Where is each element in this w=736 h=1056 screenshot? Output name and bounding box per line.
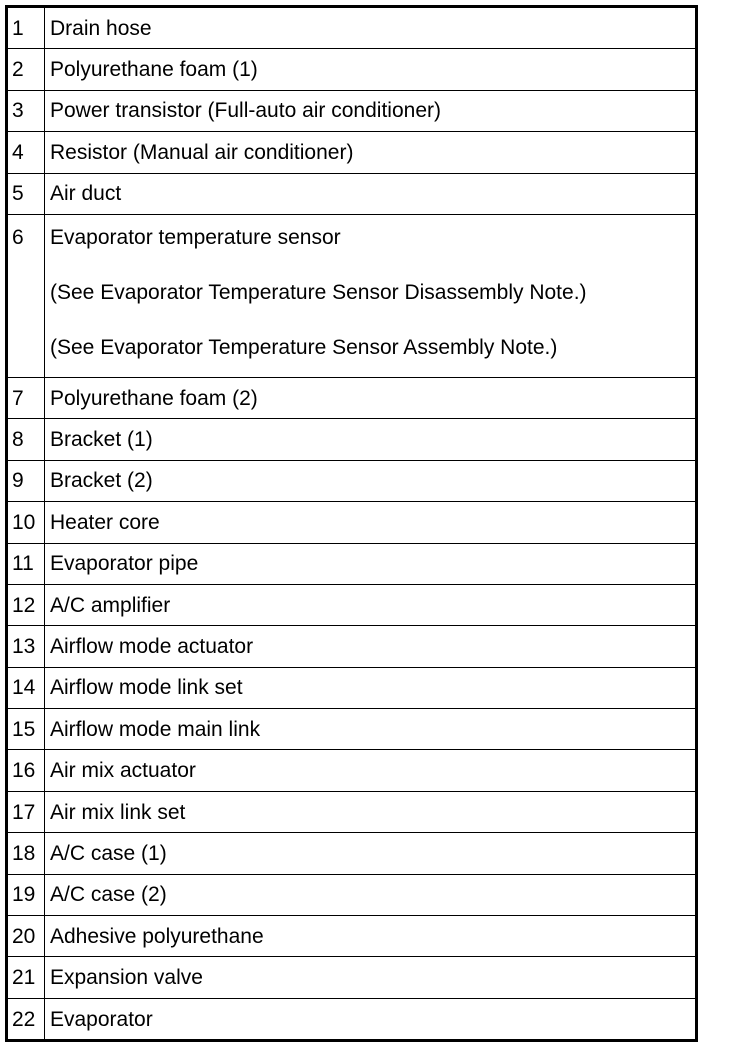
table-row bbox=[7, 791, 697, 832]
part-description bbox=[45, 460, 697, 501]
part-description bbox=[45, 626, 697, 667]
part-description-text: A/C amplifier bbox=[50, 593, 171, 617]
part-description bbox=[45, 173, 697, 214]
part-description-text: Evaporator pipe bbox=[50, 552, 199, 576]
part-number: 13 bbox=[7, 626, 45, 667]
table-row bbox=[7, 460, 697, 501]
part-number: 18 bbox=[7, 833, 45, 874]
part-description bbox=[45, 916, 697, 957]
table-row bbox=[7, 132, 697, 173]
part-description bbox=[45, 214, 697, 377]
part-description-text: Evaporator temperature sensor bbox=[50, 225, 341, 249]
part-description bbox=[45, 7, 697, 49]
part-description-text: Resistor (Manual air conditioner) bbox=[50, 140, 354, 164]
table-row bbox=[7, 667, 697, 708]
table-row bbox=[7, 750, 697, 791]
part-description bbox=[45, 998, 697, 1040]
part-description-text: Bracket (1) bbox=[50, 428, 153, 452]
part-description-text: Expansion valve bbox=[50, 966, 203, 990]
part-number: 3 bbox=[7, 90, 45, 131]
part-description bbox=[45, 957, 697, 998]
part-number: 2 bbox=[7, 49, 45, 90]
part-number: 5 bbox=[7, 173, 45, 214]
part-description bbox=[45, 419, 697, 460]
part-number: 1 bbox=[7, 7, 45, 49]
table-row bbox=[7, 419, 697, 460]
part-description bbox=[45, 833, 697, 874]
part-description-text: Polyurethane foam (2) bbox=[50, 386, 258, 410]
part-number: 9 bbox=[7, 460, 45, 501]
part-number: 7 bbox=[7, 377, 45, 418]
part-description-text: Airflow mode actuator bbox=[50, 634, 254, 658]
part-number: 8 bbox=[7, 419, 45, 460]
table-row bbox=[7, 7, 697, 49]
table-row bbox=[7, 543, 697, 584]
part-description bbox=[45, 584, 697, 625]
part-description-text: A/C case (2) bbox=[50, 883, 167, 907]
part-number: 20 bbox=[7, 916, 45, 957]
part-description bbox=[45, 874, 697, 915]
part-number: 12 bbox=[7, 584, 45, 625]
part-number: 11 bbox=[7, 543, 45, 584]
table-row bbox=[7, 214, 697, 377]
table-row bbox=[7, 709, 697, 750]
part-description-text: Evaporator bbox=[50, 1007, 153, 1031]
part-number: 21 bbox=[7, 957, 45, 998]
assembly-note-reference: (See Evaporator Temperature Sensor Assembly Note.) bbox=[50, 335, 558, 359]
table-row bbox=[7, 90, 697, 131]
part-number: 16 bbox=[7, 750, 45, 791]
part-description bbox=[45, 132, 697, 173]
table-row bbox=[7, 173, 697, 214]
table-row bbox=[7, 502, 697, 543]
part-number: 14 bbox=[7, 667, 45, 708]
table-row bbox=[7, 377, 697, 418]
part-description bbox=[45, 90, 697, 131]
part-description bbox=[45, 791, 697, 832]
table-row bbox=[7, 874, 697, 915]
table-row bbox=[7, 49, 697, 90]
disassembly-note-reference: (See Evaporator Temperature Sensor Disassembly Note.) bbox=[50, 280, 587, 304]
table-row bbox=[7, 916, 697, 957]
part-number: 19 bbox=[7, 874, 45, 915]
table-row bbox=[7, 957, 697, 998]
part-description-text: Air mix actuator bbox=[50, 759, 196, 783]
part-description-text: Polyurethane foam (1) bbox=[50, 58, 258, 82]
part-description-text: Power transistor (Full-auto air conditioner) bbox=[50, 99, 441, 123]
table-row bbox=[7, 833, 697, 874]
part-description-text: Heater core bbox=[50, 510, 160, 534]
part-description-text: Air duct bbox=[50, 182, 122, 206]
table-row bbox=[7, 998, 697, 1040]
part-number: 22 bbox=[7, 998, 45, 1040]
table-row bbox=[7, 584, 697, 625]
part-number: 15 bbox=[7, 709, 45, 750]
part-description bbox=[45, 377, 697, 418]
part-description bbox=[45, 49, 697, 90]
part-number: 17 bbox=[7, 791, 45, 832]
part-description-text: Drain hose bbox=[50, 16, 152, 40]
parts-table-body bbox=[7, 7, 697, 1041]
part-description-text: Airflow mode link set bbox=[50, 676, 243, 700]
table-row bbox=[7, 626, 697, 667]
part-description-text: Air mix link set bbox=[50, 800, 186, 824]
part-description-text: Bracket (2) bbox=[50, 469, 153, 493]
part-description-text: Adhesive polyurethane bbox=[50, 924, 264, 948]
part-description bbox=[45, 709, 697, 750]
part-description bbox=[45, 543, 697, 584]
part-description bbox=[45, 750, 697, 791]
part-number: 6 bbox=[7, 214, 45, 377]
parts-table bbox=[5, 5, 698, 1042]
part-description-text: Airflow mode main link bbox=[50, 717, 261, 741]
part-number: 10 bbox=[7, 502, 45, 543]
part-description-text: A/C case (1) bbox=[50, 841, 167, 865]
part-description bbox=[45, 502, 697, 543]
part-number: 4 bbox=[7, 132, 45, 173]
part-description bbox=[45, 667, 697, 708]
